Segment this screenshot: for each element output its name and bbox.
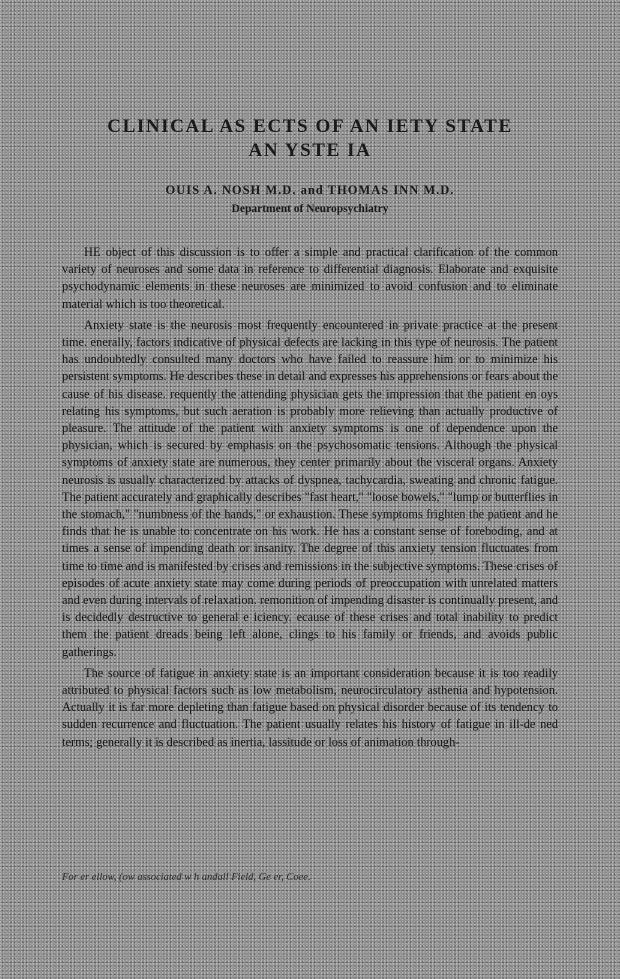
body-paragraph: HE object of this discussion is to offer a simple and practical clarification of the common variety of neuroses and some data in reference to differential diagnosis. Elaborate and exquisite psychodynamic elements in these neuroses are minimized to avoid confusion and to eliminate material which is too theoretical. [62,245,558,311]
article-title-line2: AN YSTE IA [248,140,372,161]
article-department: Department of Neuropsychiatry [231,203,389,215]
article-body [62,244,558,751]
article-title-line1: CLINICAL AS ECTS OF AN IETY STATE [107,116,513,137]
body-paragraph: Anxiety state is the neurosis most frequently encountered in private practice at the present time. enerally, factors indicative of physical defects are lacking in this type of neurosis. The patient has undoubtedly consulted many doctors who have failed to reassure him or to minimize his persistent symptoms. He describes these in detail and expresses his apprehensions or fears about the cause of his disease. requently the attending physician gets the impression that the patient en oys relating his symptoms, but such aeration is probably more relieving than actually productive of pleasure. The attitude of the patient with anxiety symptoms is one of dependence upon the physician, which is secured by emphasis on the psychosomatic tensions. Although the physical symptoms of anxiety state are numerous, they center primarily about the visceral organs. Anxiety neurosis is usually characterized by attacks of dyspnea, tachycardia, sweating and chronic fatigue. The patient accurately and graphically describes "fast heart," "loose bowels," "lump or butterflies in the stomach," "numbness of the hands," or exhaustion. These symptoms frighten the patient and he finds that he is unable to concentrate on his work. He has a constant sense of foreboding, and at times a sense of impending death or insanity. The degree of this anxiety tension fluctuates from time to time and is manifested by crises and remissions in the subjective symptoms. These crises of episodes of acute anxiety state may come during periods of preoccupation with unrelated matters and even during intervals of relaxation. remonition of impending disaster is continually present, and is decidedly destructive to general e iciency. ecause of these crises and total inability to predict them the patient dreads being left alone, clings to his family or friends, and avoids public gatherings. [62,317,558,659]
article-authors: OUIS A. NOSH M.D. and THOMAS INN M.D. [165,183,455,197]
footnote: For er ellow, (ow associated w h andall Field, Ge er, Coee. [62,872,311,883]
body-paragraph: The source of fatigue in anxiety state is an important consideration because it is too readily attributed to physical factors such as low metabolism, neurocirculatory asthenia and hypotension. Actually it is far more depleting than fatigue based on physical disorder because of its tendency to sudden recurrence and fluctuation. The patient usually relates his history of fatigue in ill-de ned terms; generally it is described as inertia, lassitude or loss of animation through- [62,665,558,749]
